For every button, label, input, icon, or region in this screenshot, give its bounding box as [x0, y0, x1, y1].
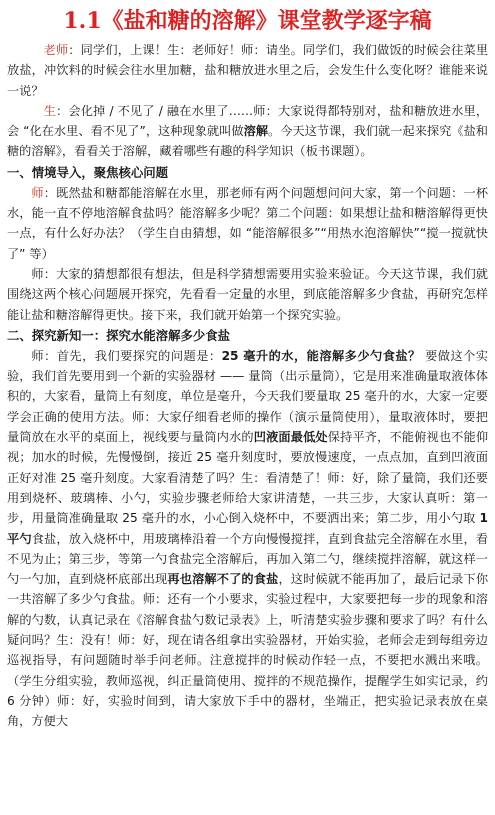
intro-paragraph-1 [7, 40, 488, 101]
section-2-bold-question: 25 毫升的水，能溶解多少勺食盐？ [221, 348, 421, 363]
section-2-text-3: 保持平齐，不能俯视也不能仰视；加水的时候，先慢慢倒，接近 25 毫升刻度时，要放慢速度，一点点加，直到凹液面正好对准 25 毫升刻度。大家看清楚了吗？生：看清楚了！师：好，除了量筒，我们还要用到烧杯、玻璃棒、小勺，实验步骤老师给大家讲清楚，一共三步，大家认真听：第一步，用量筒准确量取 25 毫升的水，小心倒入烧杯中，不要洒出来；第二步，用小勺取 [7, 430, 489, 526]
section-1-paragraph-2: 师：大家的猜想都很有想法，但是科学猜想需要用实验来验证。今天这节课，我们就围绕这两个核心问题展开探究，先看看一定量的水里，到底能溶解多少食盐，再研究怎样能让盐和糖溶解得更快。接下来，我们就开始第一个探究实验。 [7, 266, 488, 322]
section-2-text-5: ，这时候就不能再加了，最后记录下你一共溶解了多少勺食盐。师：还有一个小要求，实验过程中，大家要把每一步的现象和溶解的勺数，认真记录在《溶解食盐勺数记录表》上，听清楚实验步骤和要求了吗？有什么疑问吗？生：没有！师：好，现在请各组拿出实验器材，开始实验，老师会走到每组旁边巡视指导，有问题随时举手问老师。注意搅拌的时候动作轻一点，不要把水溅出来哦。（学生分组实验，教师巡视，纠正量筒使用、搅拌的不规范操作，提醒学生如实记录，约 6 分钟）师：好，实验时间到，请大家放下手中的器材，坐端正，把实验记录表放在桌角，方便大 [7, 572, 489, 729]
section-2-paragraph [7, 346, 488, 732]
section-1-paragraph-1 [7, 183, 488, 264]
intro-text-2: ：会化掉 / 不见了 / 融在水里了……师：大家说得都特别对，盐和糖放进水里，会 “化在水里、看不见了”，这种现象就叫做 [7, 103, 489, 139]
keyword-dissolve: 溶解 [243, 124, 269, 139]
section-2-text-2: 要做这个实验，我们首先要用到一个新的实验器材 —— 量筒（出示量筒），它是用来准确量取液体体积的，大家看，量筒上有刻度，单位是毫升，今天我们要量取 25 毫升的水，大家一定要学会正确的使用方法。师：大家仔细看老师的操作（演示量筒使用），量取液体时，要把量筒放在水平的桌面上，视线要与量筒内水的 [7, 348, 489, 445]
section-1-heading: 一、情境导入，聚焦核心问题 [7, 164, 169, 180]
section-2-bold-meniscus: 凹液面最低处 [253, 430, 328, 445]
speaker-student: 生 [43, 103, 56, 118]
intro-paragraph-2 [7, 101, 488, 162]
speaker-teacher: 师 [31, 185, 44, 200]
section-1-text-1: ：既然盐和糖都能溶解在水里，那老师有两个问题想问问大家，第一个问题：一杯水，能一直不停地溶解食盐吗？能溶解多少呢？第二个问题：如果想让盐和糖溶解得更快一点，有什么好办法？（学生自由猜想，如 “能溶解很多”“用热水泡溶解快”“搅一搅就快了” 等） [7, 185, 489, 261]
section-2-bold-spoon: 1 平勺 [7, 511, 488, 546]
speaker-teacher: 老师 [43, 43, 69, 57]
section-2-heading: 二、探究新知一：探究水能溶解多少食盐 [7, 327, 231, 343]
section-2-text-4: 食盐，放入烧杯中，用玻璃棒沿着一个方向慢慢搅拌，直到食盐完全溶解在水里，看不见为止；第三步，等第一勺食盐完全溶解后，再加入第二勺，继续搅拌溶解，就这样一勺一勺加，直到烧杯底部出现 [7, 531, 489, 587]
intro-text-3: 。今天这节课，我们就一起来探究《盐和糖的溶解》，看看关于溶解，藏着哪些有趣的科学知识（板书课题）。 [7, 124, 488, 159]
section-2-text-1: 师：首先，我们要探究的问题是： [31, 348, 222, 363]
section-2-bold-saturation: 再也溶解不了的食盐 [167, 572, 279, 587]
intro-text-1: ：同学们，上课！生：老师好！师：请坐。同学们，我们做饭的时候会往菜里放盐，冲饮料的时候会往水里加糖，盐和糖放进水里之后，会发生什么变化呀？谁能来说一说？ [7, 43, 489, 98]
document-title: 1.1《盐和糖的溶解》课堂教学逐字稿 [63, 8, 432, 34]
